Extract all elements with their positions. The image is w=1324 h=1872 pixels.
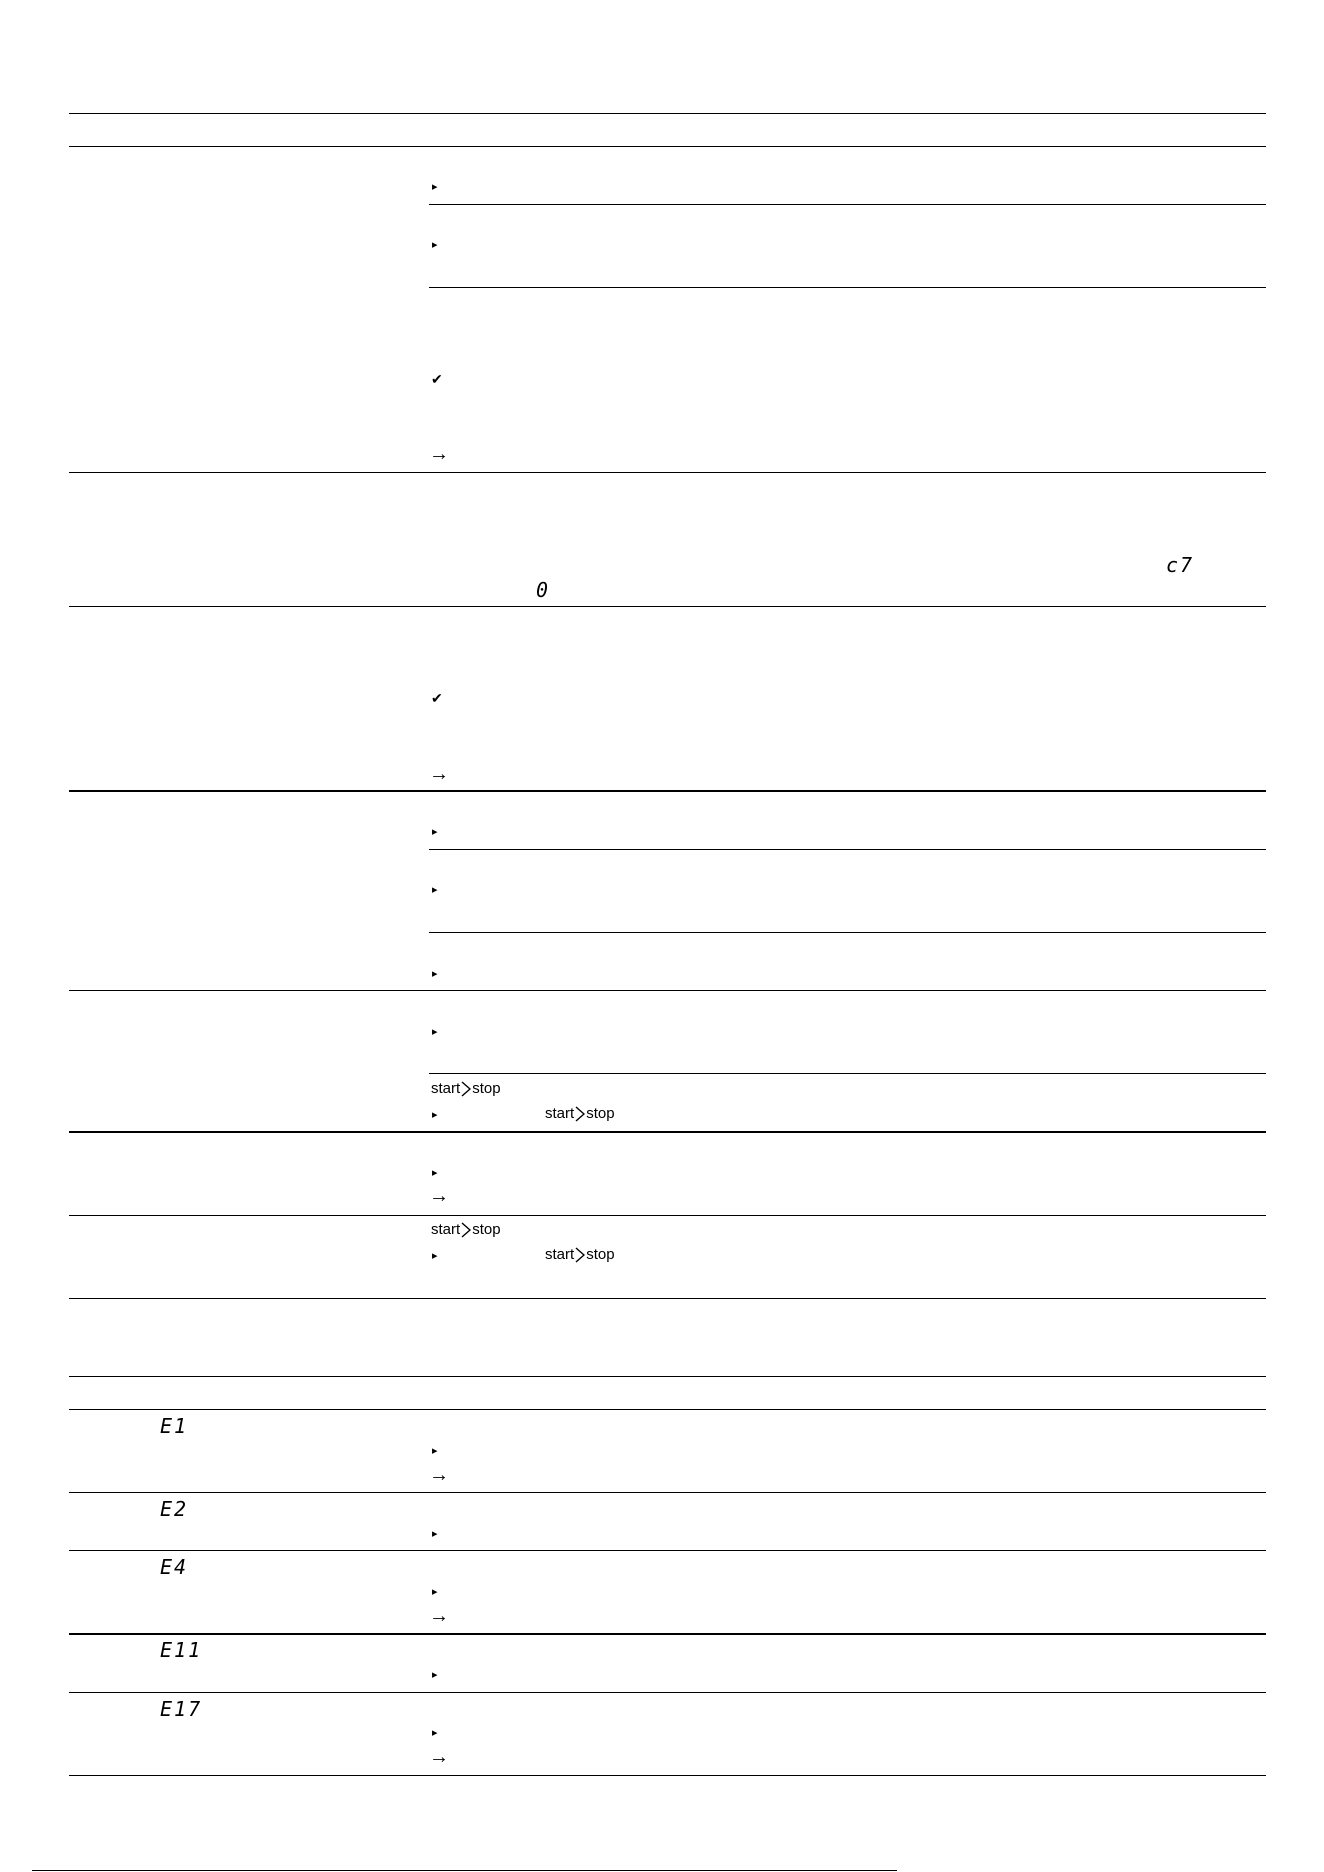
play-icon — [575, 1247, 585, 1263]
row-divider — [69, 1298, 1266, 1299]
play-icon — [461, 1081, 471, 1097]
check-marker: ✔ — [431, 371, 443, 387]
bullet-marker: ▸ — [432, 1445, 438, 1457]
bullet-marker: ▸ — [432, 1167, 438, 1179]
play-icon — [461, 1222, 471, 1238]
display-code-c7: c7 — [1166, 553, 1195, 577]
error-code-e11: E11 — [160, 1638, 203, 1662]
arrow-marker: → — [429, 1746, 449, 1768]
row-divider — [69, 472, 1266, 473]
bullet-marker: ▸ — [432, 1026, 438, 1038]
bullet-marker: ▸ — [432, 1109, 438, 1121]
bullet-marker: ▸ — [432, 1669, 438, 1681]
play-icon — [575, 1106, 585, 1122]
bullet-marker: ▸ — [432, 1528, 438, 1540]
bullet-marker: ▸ — [432, 181, 438, 193]
stop-label: stop — [472, 1221, 501, 1238]
start-stop-label — [431, 1221, 501, 1239]
row-divider — [69, 1492, 1266, 1493]
footer-rule — [879, 1870, 895, 1871]
error-code-e4: E4 — [160, 1555, 189, 1579]
row-divider — [69, 1550, 1266, 1551]
arrow-marker: → — [429, 443, 449, 465]
bullet-marker: ▸ — [432, 884, 438, 896]
row-divider — [69, 1131, 1266, 1133]
arrow-marker: → — [429, 1605, 449, 1627]
row-divider — [429, 204, 1266, 205]
stop-label: stop — [472, 1080, 501, 1097]
bullet-marker: ▸ — [432, 1250, 438, 1262]
row-divider — [69, 606, 1266, 607]
row-divider — [429, 1073, 1266, 1074]
arrow-marker: → — [429, 1185, 449, 1207]
row-divider — [69, 1692, 1266, 1693]
footer-rule — [32, 1870, 897, 1871]
row-divider — [429, 932, 1266, 933]
bullet-marker: ▸ — [432, 1727, 438, 1739]
row-divider — [69, 1633, 1266, 1635]
bullet-marker: ▸ — [432, 968, 438, 980]
error-code-e1: E1 — [160, 1414, 189, 1438]
table-top-rule — [69, 113, 1266, 114]
row-divider — [429, 287, 1266, 288]
bullet-marker: ▸ — [432, 1586, 438, 1598]
row-divider — [69, 790, 1266, 792]
bullet-marker: ▸ — [432, 239, 438, 251]
arrow-marker: → — [429, 763, 449, 785]
row-divider — [69, 990, 1266, 991]
start-stop-label — [431, 1080, 501, 1098]
start-stop-label — [545, 1246, 615, 1264]
row-divider — [429, 849, 1266, 850]
row-divider — [69, 1215, 1266, 1216]
start-label: start — [431, 1221, 461, 1238]
table-header-rule — [69, 1409, 1266, 1410]
bullet-marker: ▸ — [432, 826, 438, 838]
start-label: start — [431, 1080, 461, 1097]
start-stop-label — [545, 1105, 615, 1123]
display-code-0: 0 — [536, 578, 551, 602]
table-bottom-rule — [69, 1775, 1266, 1776]
start-label: start — [545, 1246, 575, 1263]
stop-label: stop — [586, 1105, 615, 1122]
check-marker: ✔ — [431, 690, 443, 706]
stop-label: stop — [586, 1246, 615, 1263]
arrow-marker: → — [429, 1464, 449, 1486]
error-code-e17: E17 — [160, 1697, 203, 1721]
table-top-rule — [69, 1376, 1266, 1377]
start-label: start — [545, 1105, 575, 1122]
table-header-rule — [69, 146, 1266, 147]
error-code-e2: E2 — [160, 1497, 189, 1521]
